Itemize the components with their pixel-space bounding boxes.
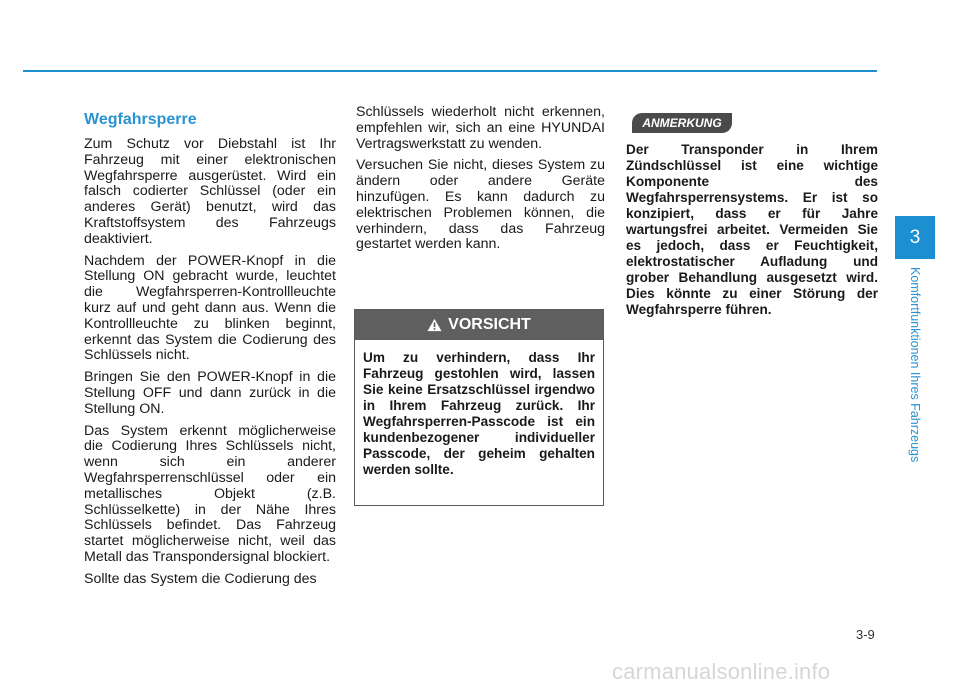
caution-box [354,309,604,506]
paragraph-7: Versuchen Sie nicht, dieses System zu ändern oder andere Geräte hinzufügen. Es kann dadurch zu elektrischen Problemen können, die verhindern, dass das Fahrzeug gestartet werden kann. [356,157,605,253]
section-title: Wegfahrsperre [84,111,197,128]
caution-header [355,310,603,340]
paragraph-1: Zum Schutz vor Diebstahl ist Ihr Fahrzeug mit einer elektronischen Wegfahrsperre ausgerüstet. Wird ein falsch codierter Schlüssel (oder ein anderes Gerät) benutzt, wird das Kraftstoffsystem des Fahrzeugs deaktiviert. [84,136,336,247]
page-number: 3-9 [856,627,875,642]
caution-text: Um zu verhindern, dass Ihr Fahrzeug gestohlen wird, lassen Sie keine Ersatzschlüssel irgendwo in Ihrem Fahrzeug zurück. Ihr Wegfahrsperren-Passcode ist ein kundenbezogener individueller Passcode, der geheim gehalten werden sollte. [363,350,595,477]
column-left [84,110,336,594]
chapter-title: Komfortfunktionen Ihres Fahrzeugs [908,267,922,463]
warning-triangle-icon [427,318,442,332]
paragraph-4: Das System erkennt möglicherweise die Codierung Ihres Schlüssels nicht, wenn sich ein anderer Wegfahrsperrenschlüssel oder ein metallisches Objekt (z.B. Schlüsselkette) in der Nähe Ihres Schlüssels befindet. Das Fahrzeug startet möglicherweise nicht, weil das Metall das Transpondersignal blockiert. [84,422,336,565]
watermark: carmanualsonline.info [612,659,831,684]
chapter-number-tab: 3 [895,216,935,259]
paragraph-3: Bringen Sie den POWER-Knopf in die Stellung OFF und dann zurück in die Stellung ON. [84,369,336,417]
note-badge: ANMERKUNG [632,113,732,133]
header-rule [23,70,877,72]
paragraph-2: Nachdem der POWER-Knopf in die Stellung ON gebracht wurde, leuchtet die Wegfahrsperren-Kontrollleuchte kurz auf und geht dann aus. Wenn die Kontrollleuchte zu blinken beginnt, erkennt das System die Codierung des Schlüssels nicht. [84,252,336,364]
caution-label: VORSICHT [448,316,531,333]
note-text: Der Transponder in Ihrem Zündschlüssel ist eine wichtige Komponente des Wegfahrsperrensystems. Er ist so konzipiert, dass er für Jahre wartungsfrei arbeitet. Vermeiden Sie es jedoch, dass er Feuchtigkeit, elektrostatischer Aufladung und grober Behandlung ausgesetzt wird. Dies könnte zu einer Störung der Wegfahrsperre führen. [626,142,878,317]
paragraph-5: Sollte das System die Codierung des [84,570,317,587]
column-middle [356,104,605,259]
paragraph-6: Schlüssels wiederholt nicht erkennen, empfehlen wir, sich an eine HYUNDAI Vertragswerkstatt zu wenden. [356,104,605,152]
